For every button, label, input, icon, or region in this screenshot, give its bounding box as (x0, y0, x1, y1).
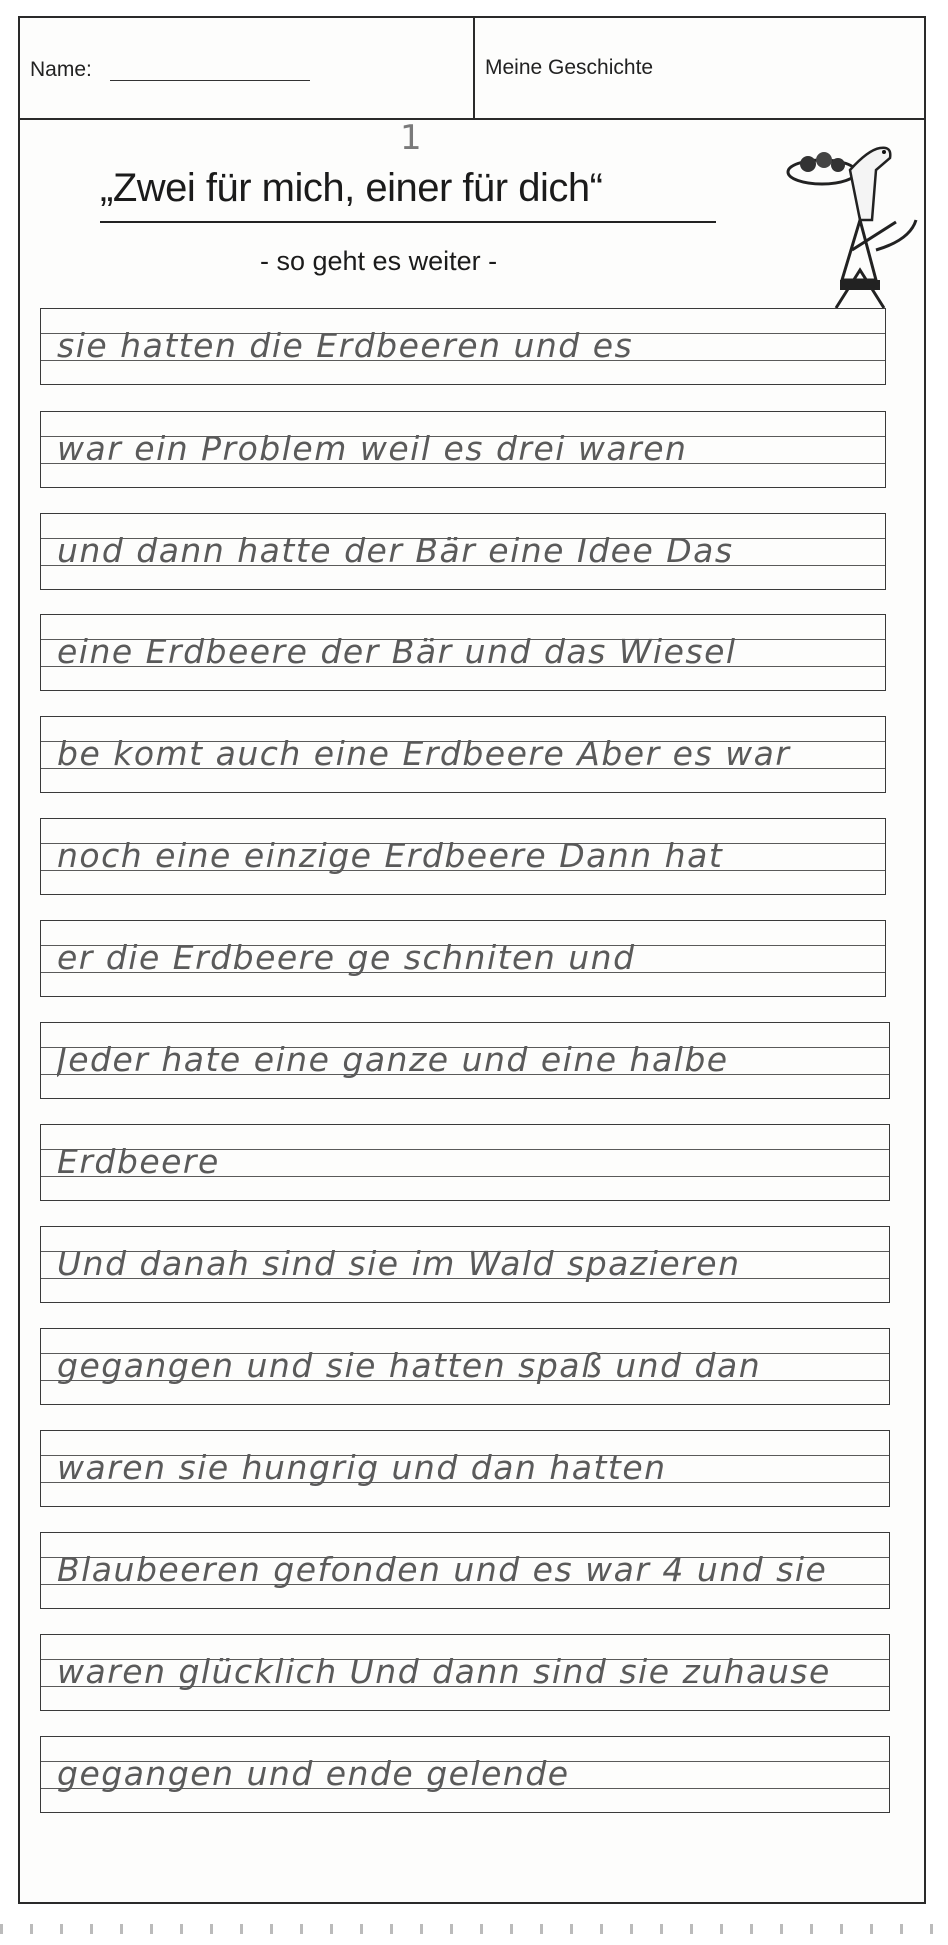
name-cell (20, 18, 475, 118)
handwritten-text: be komt auch eine Erdbeere Aber es war (57, 734, 791, 773)
scan-edge-marks (0, 1924, 948, 1934)
writing-line (40, 1430, 890, 1507)
handwritten-text: waren glücklich Und dann sind sie zuhause (57, 1652, 831, 1691)
writing-line (40, 1022, 890, 1099)
handwritten-text: war ein Problem weil es drei waren (57, 429, 688, 468)
writing-line (40, 1736, 890, 1813)
writing-line (40, 818, 886, 895)
writing-line (40, 1328, 890, 1405)
writing-line (40, 411, 886, 488)
worksheet-title: „Zwei für mich, einer für dich“ (100, 166, 603, 210)
handwritten-text: sie hatten die Erdbeeren und es (57, 326, 634, 365)
weasel-with-plate-illustration (780, 130, 920, 330)
handwritten-text: gegangen und sie hatten spaß und dan (57, 1346, 762, 1385)
handwritten-text: gegangen und ende gelende (57, 1754, 570, 1793)
handwritten-text: Und danah sind sie im Wald spazieren (57, 1244, 741, 1283)
handwritten-text: eine Erdbeere der Bär und das Wiesel (57, 632, 737, 671)
worksheet-sheet (18, 16, 926, 1904)
title-underline (100, 221, 716, 223)
handwritten-text: Blaubeeren gefonden und es war 4 und sie (57, 1550, 828, 1589)
writing-line (40, 920, 886, 997)
handwritten-text: noch eine einzige Erdbeere Dann hat (57, 836, 724, 875)
name-label: Name: (30, 58, 92, 81)
handwritten-text: und dann hatte der Bär eine Idee Das (57, 531, 734, 570)
handwritten-text: Erdbeere (57, 1142, 220, 1181)
worksheet-subtitle: - so geht es weiter - (260, 246, 498, 276)
header-row (20, 18, 924, 120)
writing-line (40, 614, 886, 691)
name-blank-line (110, 80, 310, 81)
writing-line (40, 1124, 890, 1201)
writing-line (40, 308, 886, 385)
story-label: Meine Geschichte (485, 56, 654, 79)
writing-line (40, 716, 886, 793)
writing-line (40, 1226, 890, 1303)
handwritten-text: Jeder hate eine ganze und eine halbe (57, 1040, 729, 1079)
writing-line (40, 513, 886, 590)
handwritten-text: waren sie hungrig und dan hatten (57, 1448, 667, 1487)
handwritten-text: er die Erdbeere ge schniten und (57, 938, 636, 977)
page-number-mark: 1 (400, 118, 422, 158)
story-cell (475, 18, 924, 118)
writing-line (40, 1634, 890, 1711)
writing-line (40, 1532, 890, 1609)
